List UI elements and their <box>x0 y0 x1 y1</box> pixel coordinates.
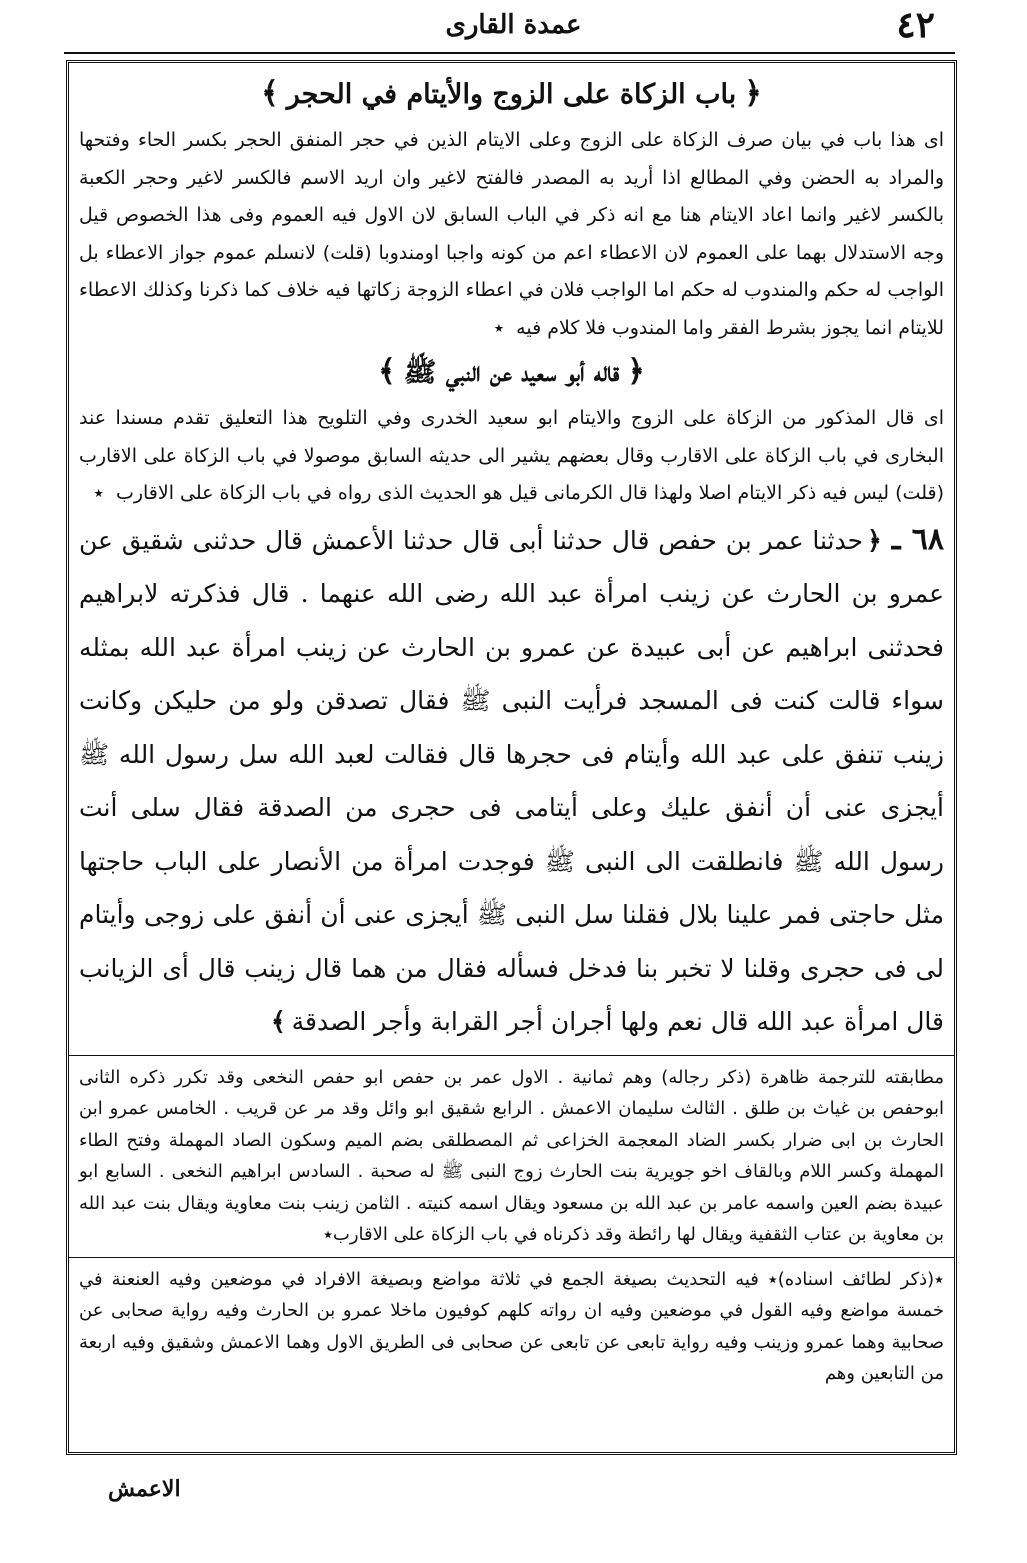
isnad-commentary <box>79 1264 944 1390</box>
rijal-commentary <box>79 1062 944 1251</box>
hadith-number: ٦٨ ـ <box>891 521 944 557</box>
section-divider <box>69 1257 954 1258</box>
chapter-heading <box>79 71 944 118</box>
hadith-text: حدثنا عمر بن حفص قال حدثنا أبى قال حدثنا الأعمش قال حدثنى شقيق عن عمرو بن الحارث عن زينب امرأة عبد الله رضى الله عنهما . قال فذكرته لابراهيم فحدثنى ابراهيم عن أبى عبيدة عن عمرو بن الحارث عن زينب امرأة عبد الله بمثله سواء قالت كنت فى المسجد فرأيت النبى ﷺ فقال تصدقن ولو من حليكن وكانت زينب تنفق على عبد الله وأيتام فى حجرها قال فقالت لعبد الله سل رسول الله ﷺ أيجزى عنى أن أنفق عليك وعلى أيتامى فى حجرى من الصدقة فقال سلى أنت رسول الله ﷺ فانطلقت الى النبى ﷺ فوجدت امرأة من الأنصار على الباب حاجتها مثل حاجتى فمر علينا بلال فقلنا سل النبى ﷺ أيجزى عنى أن أنفق على زوجى وأيتام لى فى حجرى وقلنا لا تخبر بنا فدخل فسأله فقال من هما قال زينب قال أى الزيانب قال امرأة عبد الله قال نعم ولها أجران أجر القرابة وأجر الصدقة <box>79 525 944 1036</box>
tarjama-heading <box>79 349 944 396</box>
hadith-block <box>79 513 944 1049</box>
end-mark: ٭ <box>323 1224 333 1245</box>
ornament-open: ﴿ <box>627 354 645 389</box>
chapter-heading-text: باب الزكاة على الزوج والأيتام في الحجر <box>286 79 737 110</box>
ornament-open: ﴿ <box>867 525 882 555</box>
tarjama-commentary-text: اى قال المذكور من الزكاة على الزوج والايتام ابو سعيد الخدرى وفي التلويح هذا التعليق تقدم مسندا عند البخارى في باب الزكاة على الاقارب وقال بعضهم يشير الى حديثه السابق موصولا في باب الزكاة على الاقارب (قلت) ليس فيه ذكر الايتام اصلا ولهذا قال الكرمانى قيل هو الحديث الذى رواه في باب الزكاة على الاقارب <box>79 407 944 504</box>
text-frame <box>66 60 957 1455</box>
chapter-commentary <box>79 122 944 347</box>
rijal-commentary-text: مطابقته للترجمة ظاهرة (ذكر رجاله) وهم ثمانية . الاول عمر بن حفص ابو حفص النخعى وقد تكرر ذكره الثانى ابوحفص بن غياث بن طلق . الثالث سليمان الاعمش . الرابع شقيق ابو وائل وقد مر عن قريب . الخامس عمرو ابن الحارث بن ابى ضرار بكسر الضاد المعجمة الخزاعى ثم المصطلقى بضم الميم وسكون الصاد المهملة وفتح الطاء المهملة وكسر اللام وبالقاف اخو جويرية بنت الحارث زوج النبى ﷺ له صحبة . السادس ابراهيم النخعى . السابع ابو عبيدة بضم العين واسمه عامر بن عبد الله بن مسعود ويقال اسمه كنيته . الثامن زينب بنت معاوية ويقال بنت عبد الله بن معاوية بن عتاب الثقفية ويقال لها رائطة وقد ذكرناه في باب الزكاة على الاقارب <box>79 1066 944 1245</box>
chapter-commentary-text: اى هذا باب في بيان صرف الزكاة على الزوج وعلى الايتام الذين في حجر المنفق الحجر بكسر الحاء وفتحها والمراد به الحضن وفي المطالع اذا أريد به المصدر فالفتح لاغير وان اريد الاسم فالكسر لاغير وحجر الكعبة بالكسر لاغير وانما اعاد الايتام هنا مع انه ذكر في الباب السابق لان الاول فيه العموم وفى هذا الخصوص قيل وجه الاستدلال بهما على العموم لان الاعطاء اعم من كونه واجبا اومندوبا (قلت) لانسلم عموم جواز الاعطاء بل الواجب له حكم والمندوب له حكم اما الواجب فلان في اعطاء الزوجة زكاتها فيه خلاف كما ذكرنا وكذلك الاعطاء للايتام انما يجوز بشرط الفقر واما المندوب فلا كلام فيه <box>79 129 944 339</box>
running-header-title: عمدة القاری <box>445 10 582 40</box>
header-rule <box>64 52 955 54</box>
catchword: الاعمش <box>108 1476 181 1502</box>
page-number: ٤٢ <box>896 4 935 46</box>
ornament-open: ﴿ <box>744 76 762 111</box>
tarjama-heading-text: قاله أبو سعيد عن النبي ﷺ <box>403 357 620 388</box>
tarjama-commentary <box>79 400 944 513</box>
ornament-close: ﴾ <box>261 76 279 111</box>
ornament-close: ﴾ <box>270 1007 286 1036</box>
end-mark: ٭ <box>493 316 505 339</box>
isnad-commentary-text: ٭(ذكر لطائف اسناده)٭ فيه التحديث بصيغة الجمع في ثلاثة مواضع وبصيغة الافراد في موضعين وفيه العنعنة في خمسة مواضع وفيه القول في موضعين وفيه ان رواته كلهم كوفيون ماخلا عمرو بن الحارث وفيه رواية صحابى عن صحابية وهما عمرو وزينب وفيه رواية تابعى عن تابعى عن صحابى فى الطريق الاول وهما الاعمش وشقيق وفيه اربعة من التابعين وهم <box>79 1268 944 1384</box>
section-divider <box>69 1055 954 1056</box>
end-mark: ٭ <box>93 482 104 504</box>
ornament-close: ﴾ <box>378 354 396 389</box>
